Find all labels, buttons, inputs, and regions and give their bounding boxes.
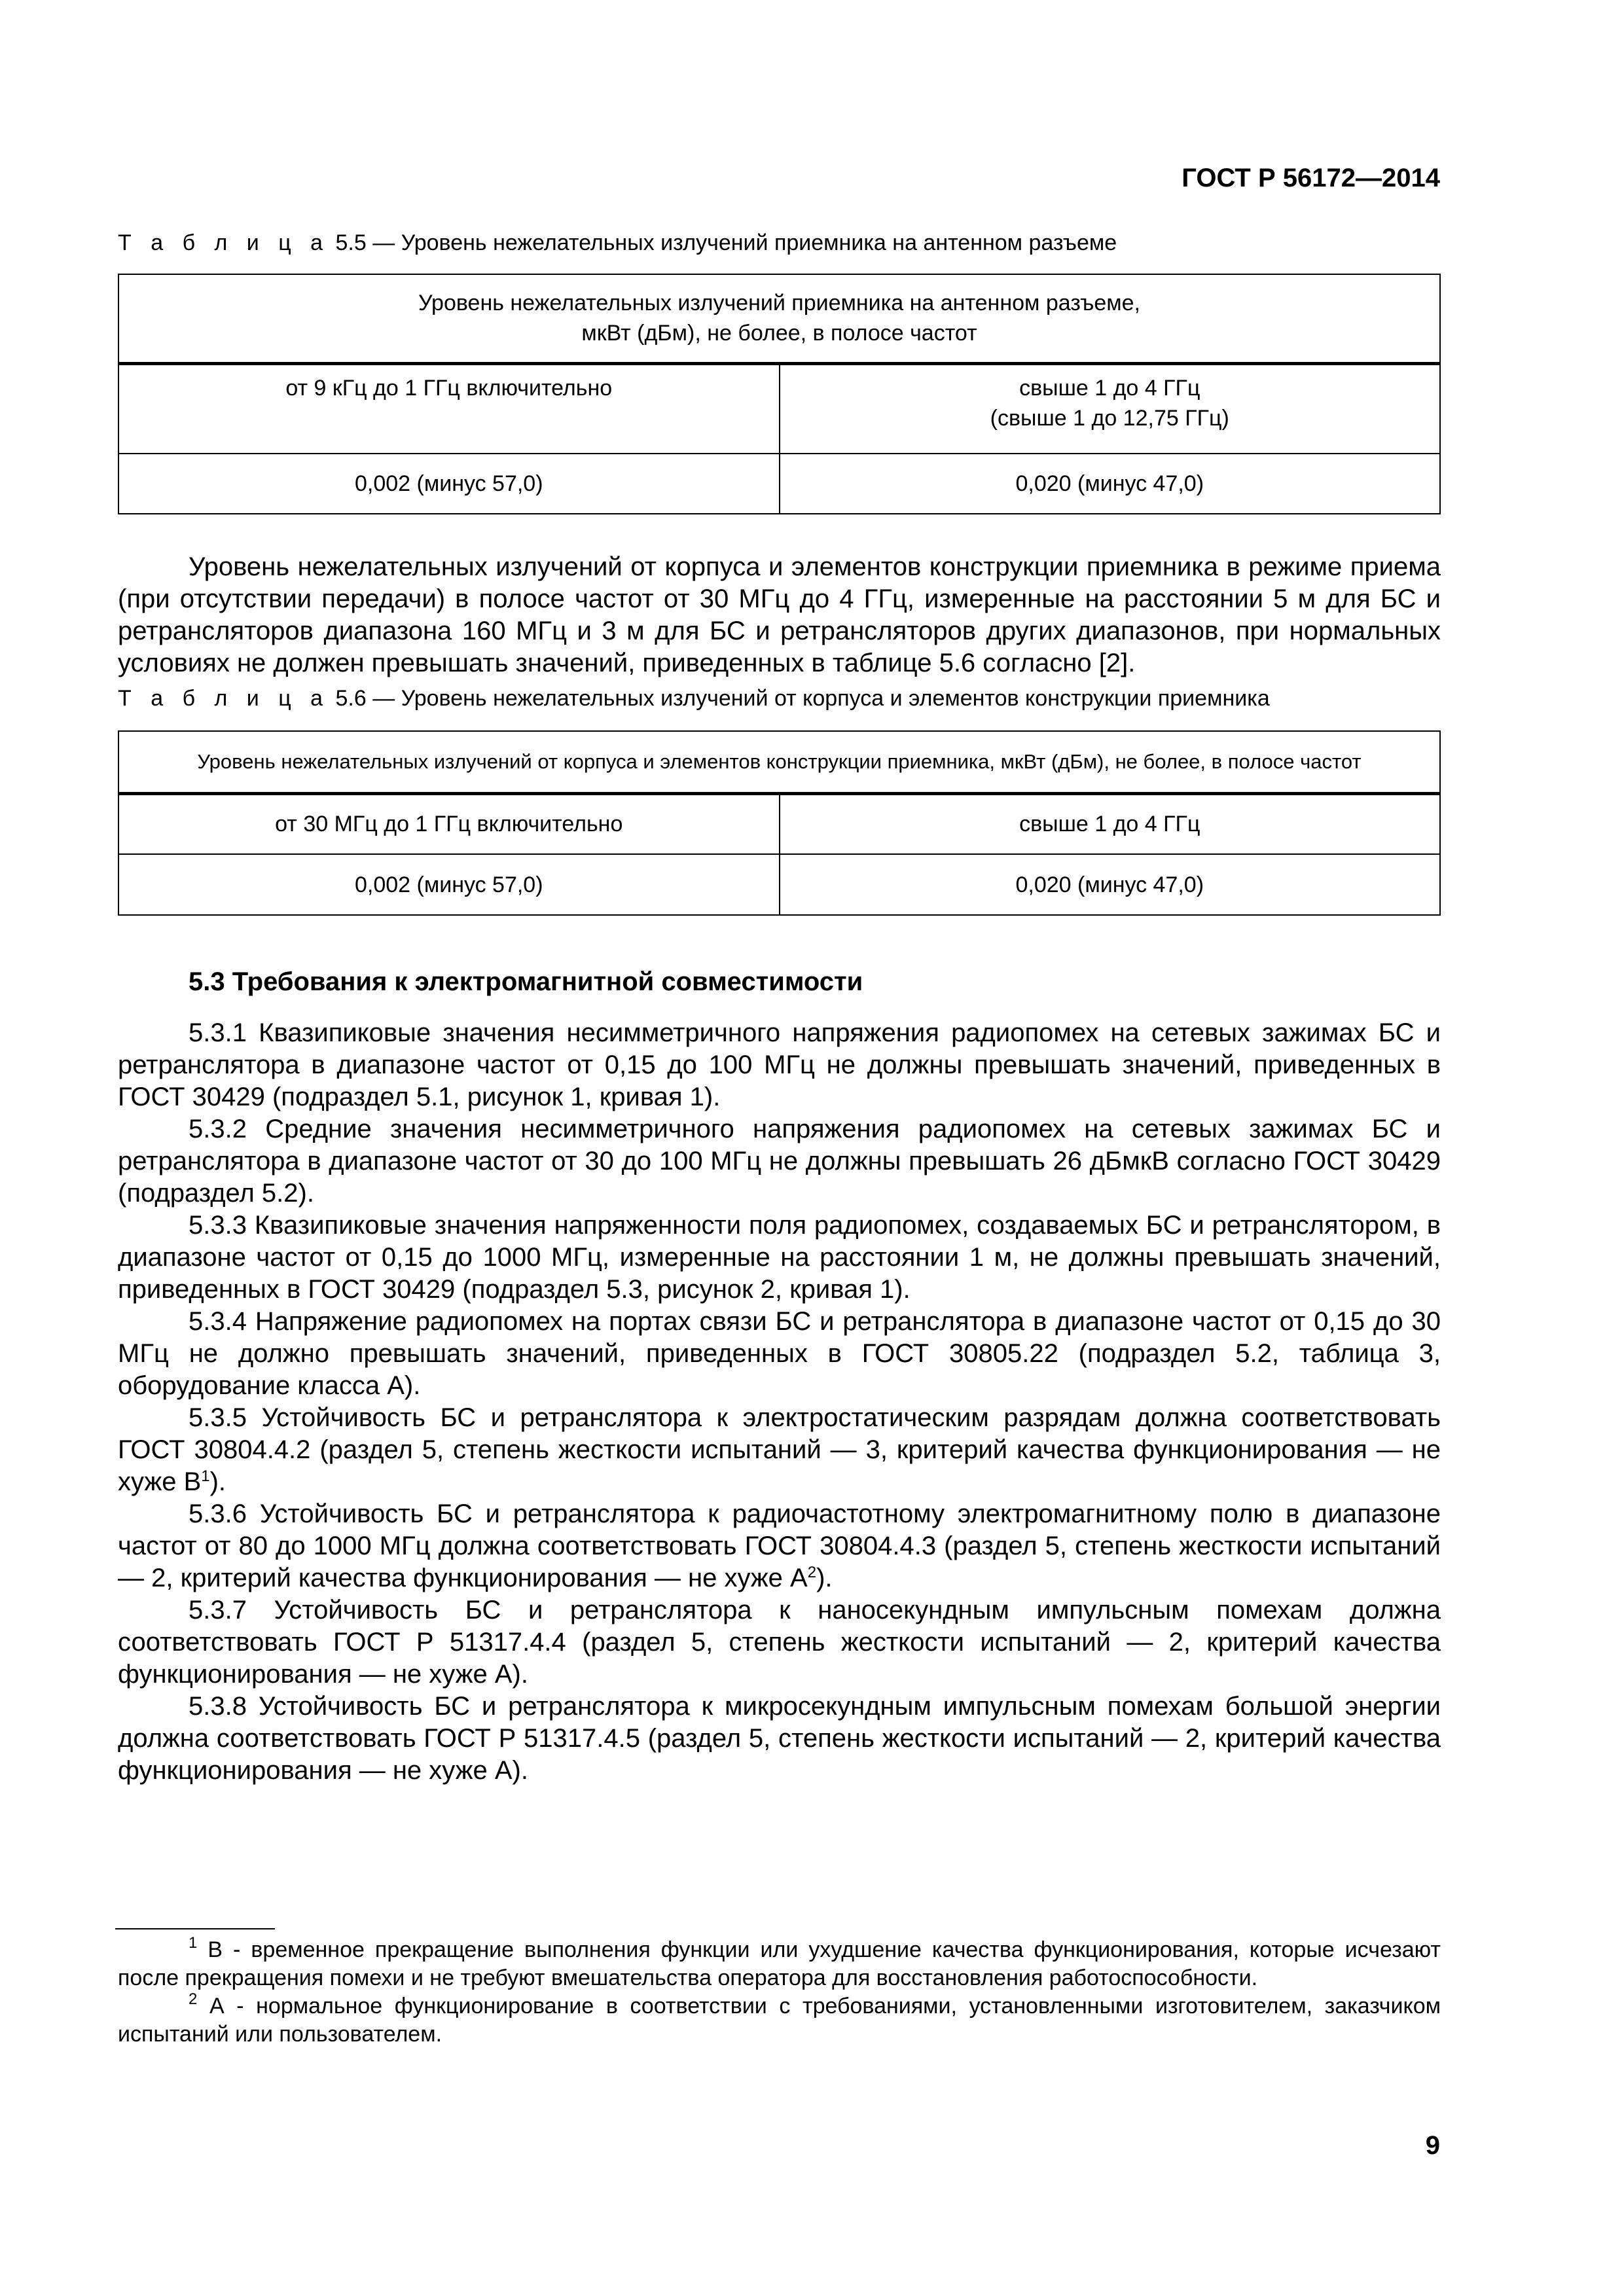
paragraph-text: ).: [816, 1564, 833, 1592]
section-body: [118, 1017, 1441, 1787]
table-cell: [780, 363, 1441, 454]
footnote-mark: 1: [189, 1934, 198, 1952]
header-line: мкВт (дБм), не более, в полосе частот: [581, 321, 977, 346]
caption-prefix: Т а б л и ц а: [118, 230, 330, 255]
footnote: [118, 1936, 1441, 1992]
footnote-ref[interactable]: 2: [807, 1564, 817, 1581]
paragraph-text: 5.3.5 Устойчивость БС и ретранслятора к электростатическим разрядам должна соответствовать ГОСТ 30804.4.2 (раздел 5, степень жесткости испытаний — 3, критерий качества функционирования — не хуже В: [118, 1403, 1441, 1496]
table-cell: 0,020 (минус 47,0): [780, 854, 1441, 915]
table-5-6-header: Уровень нежелательных излучений от корпуса и элементов конструкции приемника, мкВт (дБм), не более, в полосе частот: [118, 731, 1440, 793]
footnote: [118, 1992, 1441, 2049]
intro-paragraph: [118, 551, 1441, 679]
paragraph-text: 5.3.6 Устойчивость БС и ретранслятора к радиочастотному электромагнитному полю в диапазоне частот от 80 до 1000 МГц должна соответствовать ГОСТ 30804.4.3 (раздел 5, степень жесткости испытаний — 2, критерий качества функционирования — не хуже А: [118, 1499, 1441, 1592]
table-cell: от 30 МГц до 1 ГГц включительно: [118, 793, 780, 854]
table-cell: 0,020 (минус 47,0): [780, 454, 1441, 514]
footnote-divider: [115, 1928, 275, 1929]
footnote-ref[interactable]: 1: [201, 1467, 210, 1485]
cell-line: свыше 1 до 4 ГГц: [1019, 375, 1200, 401]
footnote-text: В - временное прекращение выполнения функции или ухудшение качества функционирования, которые исчезают после прекращения помехи и не требуют вмешательства оператора для восстановления работоспособности.: [118, 1937, 1441, 1990]
paragraph-text: ).: [209, 1467, 226, 1496]
table-cell: 0,002 (минус 57,0): [118, 454, 780, 514]
footnote-mark: 2: [189, 1990, 198, 2008]
footnotes: [118, 1936, 1441, 2049]
paragraph: Уровень нежелательных излучений от корпуса и элементов конструкции приемника в режиме приема (при отсутствии передачи) в полосе частот от 30 МГц до 4 ГГц, измеренные на расстоянии 5 м для БС и ретрансляторов диапазона 160 МГц и 3 м для БС и ретрансляторов других диапазонов, при нормальных условиях не должен превышать значений, приведенных в таблице 5.6 согласно [2].: [118, 552, 1441, 677]
header-line: Уровень нежелательных излучений приемника на антенном разъеме,: [418, 291, 1140, 316]
cell-line: (свыше 1 до 12,75 ГГц): [990, 405, 1229, 431]
table-5-5-caption: [118, 230, 1117, 256]
paragraph: [118, 1498, 1441, 1594]
paragraph: [118, 1402, 1441, 1498]
table-5-6-caption: [118, 686, 1270, 711]
caption-text: 5.5 — Уровень нежелательных излучений приемника на антенном разъеме: [329, 230, 1117, 255]
paragraph: 5.3.4 Напряжение радиопомех на портах связи БС и ретранслятора в диапазоне частот от 0,15 до 30 МГц не должно превышать значений, приведенных в ГОСТ 30805.22 (подраздел 5.2, таблица 3, оборудование класса А).: [118, 1307, 1441, 1400]
paragraph: 5.3.7 Устойчивость БС и ретранслятора к наносекундным импульсным помехам должна соответствовать ГОСТ Р 51317.4.4 (раздел 5, степень жесткости испытаний — 2, критерий качества функционирования — не хуже А).: [118, 1596, 1441, 1689]
section-heading: 5.3 Требования к электромагнитной совместимости: [189, 967, 863, 996]
paragraph: 5.3.3 Квазипиковые значения напряженности поля радиопомех, создаваемых БС и ретранслятором, в диапазоне частот от 0,15 до 1000 МГц, измеренные на расстоянии 1 м, не должны превышать значений, приведенных в ГОСТ 30429 (подраздел 5.3, рисунок 2, кривая 1).: [118, 1211, 1441, 1304]
footnote-text: А - нормальное функционирование в соответствии с требованиями, установленными изготовителем, заказчиком испытаний или пользователем.: [118, 1994, 1441, 2047]
caption-prefix: Т а б л и ц а: [118, 686, 330, 711]
paragraph: 5.3.2 Средние значения несимметричного напряжения радиопомех на сетевых зажимах БС и ретранслятора в диапазоне частот от 30 до 100 МГц не должны превышать 26 дБмкВ согласно ГОСТ 30429 (подраздел 5.2).: [118, 1115, 1441, 1208]
table-cell: от 9 кГц до 1 ГГц включительно: [118, 363, 780, 454]
table-cell: 0,002 (минус 57,0): [118, 854, 780, 915]
document-id: ГОСТ Р 56172—2014: [1182, 164, 1440, 192]
paragraph: 5.3.8 Устойчивость БС и ретранслятора к микросекундным импульсным помехам большой энергии должна соответствовать ГОСТ Р 51317.4.5 (раздел 5, степень жесткости испытаний — 2, критерий качества функционирования — не хуже А).: [118, 1692, 1441, 1785]
table-5-6: [118, 730, 1441, 916]
paragraph: 5.3.1 Квазипиковые значения несимметричного напряжения радиопомех на сетевых зажимах БС и ретранслятора в диапазоне частот от 0,15 до 100 МГц не должны превышать значений, приведенных в ГОСТ 30429 (подраздел 5.1, рисунок 1, кривая 1).: [118, 1018, 1441, 1111]
table-cell: свыше 1 до 4 ГГц: [780, 793, 1441, 854]
page-number: 9: [1425, 2131, 1440, 2160]
caption-text: 5.6 — Уровень нежелательных излучений от корпуса и элементов конструкции приемника: [329, 686, 1270, 711]
table-5-5: [118, 274, 1441, 514]
table-5-5-header: [118, 274, 1440, 363]
